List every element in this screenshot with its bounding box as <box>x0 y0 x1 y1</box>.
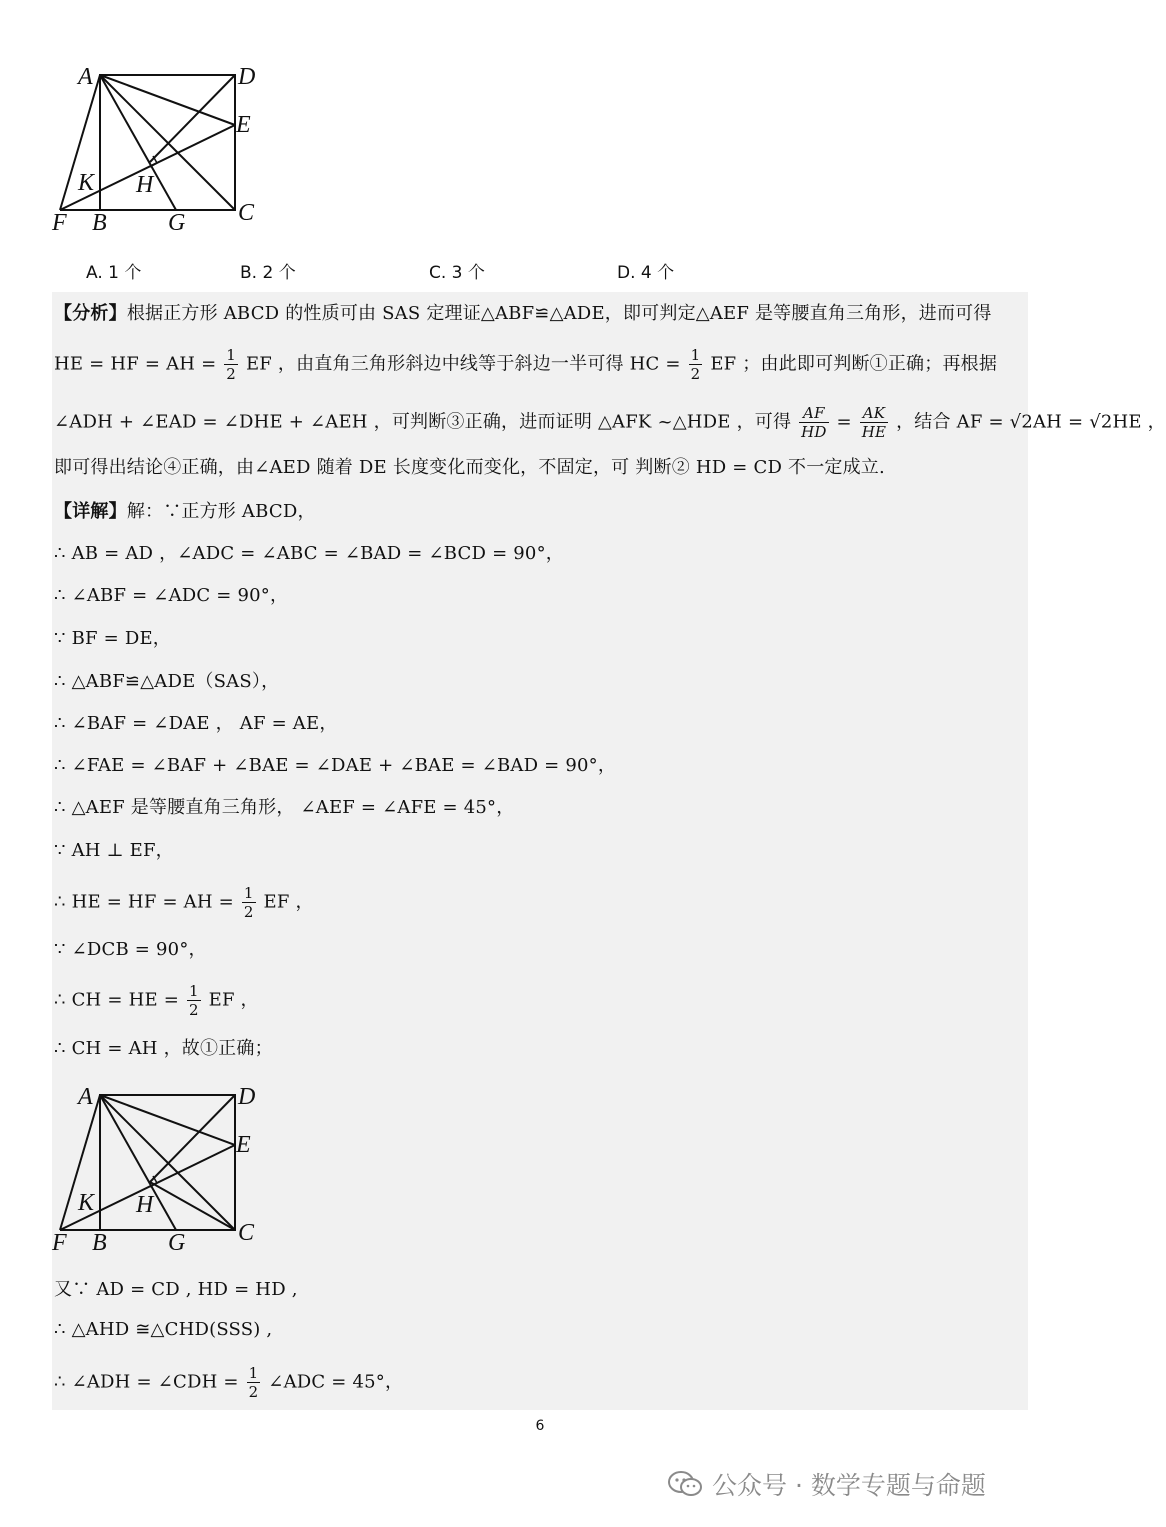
detail-line-5: ∴ △ABF≌△ADE（SAS）， <box>54 671 280 692</box>
analysis-text-3c: ，结合 AF = √2AH = √2HE ， <box>896 411 1166 433</box>
label-f: F <box>52 1230 67 1256</box>
label-h: H <box>136 1192 154 1218</box>
detail-text-12a: ∴ CH = HE = <box>54 989 180 1011</box>
analysis-text-2a: HE = HF = AH = <box>54 353 217 375</box>
detail-line-2: ∴ AB = AD ，∠ADC = ∠ABC = ∠BAD = ∠BCD = 90°， <box>54 543 564 564</box>
label-e: E <box>236 112 251 138</box>
fraction-half: $\frac{1}{2}$ <box>248 1364 259 1401</box>
option-a[interactable]: A. 1 个 <box>86 263 142 283</box>
analysis-line-3 <box>54 404 1166 441</box>
label-b: B <box>92 1230 107 1256</box>
fraction-half: $\frac{1}{2}$ <box>226 346 237 383</box>
analysis-text-2b: EF ，由直角三角形斜边中线等于斜边一半可得 HC = <box>245 353 681 375</box>
detail-line-11: ∵ ∠DCB = 90°， <box>54 939 207 960</box>
label-a: A <box>78 1084 93 1110</box>
detail-line-15: ∴ △AHD ≅△CHD(SSS) , <box>54 1319 273 1340</box>
fraction-half: $\frac{1}{2}$ <box>690 346 701 383</box>
detail-text-10b: EF ， <box>263 891 314 913</box>
fraction-af-hd: $\frac{AF}{HD}$ <box>801 404 827 441</box>
detail-line-9: ∵ AH ⊥ EF， <box>54 840 174 861</box>
wechat-icon <box>668 1470 702 1498</box>
analysis-line-2 <box>54 346 1024 383</box>
detail-text-12b: EF ， <box>208 989 259 1011</box>
option-c[interactable]: C. 3 个 <box>429 263 485 283</box>
detail-line-3: ∴ ∠ABF = ∠ADC = 90°， <box>54 585 289 606</box>
analysis-text-3b: = <box>836 411 852 433</box>
detail-text-16b: ∠ADC = 45°， <box>268 1371 404 1393</box>
analysis-line-1 <box>54 302 1024 326</box>
detail-tag: 【详解】 <box>54 501 127 522</box>
label-k: K <box>78 170 95 196</box>
detail-text-1: 解：∵正方形 ABCD， <box>126 501 316 522</box>
label-a: A <box>78 64 93 90</box>
detail-line-16 <box>54 1364 1024 1401</box>
label-g: G <box>168 210 186 236</box>
label-g: G <box>168 1230 186 1256</box>
analysis-tag: 【分析】 <box>54 303 127 324</box>
watermark-text: 公众号 · 数学专题与命题 <box>712 1471 986 1500</box>
label-f: F <box>52 210 67 236</box>
analysis-line-4: 即可得出结论④正确，由∠AED 随着 DE 长度变化而变化，不固定，可 判断② HD = CD 不一定成立. <box>54 457 885 478</box>
option-b[interactable]: B. 2 个 <box>240 263 296 283</box>
wechat-watermark <box>668 1466 986 1502</box>
option-d[interactable]: D. 4 个 <box>617 263 675 283</box>
label-h: H <box>136 172 154 198</box>
fraction-half: $\frac{1}{2}$ <box>188 982 199 1019</box>
detail-line-10 <box>54 884 1024 921</box>
detail-line-13: ∴ CH = AH ，故①正确； <box>54 1038 273 1059</box>
answer-options <box>86 258 786 286</box>
label-d: D <box>238 64 256 90</box>
detail-text-16a: ∴ ∠ADH = ∠CDH = <box>54 1371 239 1393</box>
detail-line-1 <box>54 500 1024 524</box>
detail-text-10a: ∴ HE = HF = AH = <box>54 891 234 913</box>
fraction-half: $\frac{1}{2}$ <box>243 884 254 921</box>
label-b: B <box>92 210 107 236</box>
geometry-figure-bottom <box>40 1080 280 1260</box>
detail-line-4: ∵ BF = DE， <box>54 628 171 649</box>
label-e: E <box>236 1132 251 1158</box>
detail-line-7: ∴ ∠FAE = ∠BAF + ∠BAE = ∠DAE + ∠BAE = ∠BAD = 90°， <box>54 755 617 776</box>
analysis-text-2c: EF ；由此即可判断①正确；再根据 <box>710 353 998 375</box>
fraction-ak-he: $\frac{AK}{HE}$ <box>861 404 887 441</box>
analysis-text-1: 根据正方形 ABCD 的性质可由 SAS 定理证△ABF≌△ADE，即可判定△AEF 是等腰直角三角形，进而可得 <box>126 303 992 324</box>
label-c: C <box>238 200 255 226</box>
detail-line-8: ∴ △AEF 是等腰直角三角形， ∠AEF = ∠AFE = 45°， <box>54 797 515 818</box>
detail-line-6: ∴ ∠BAF = ∠DAE ， AF = AE， <box>54 713 338 734</box>
label-d: D <box>238 1084 256 1110</box>
label-k: K <box>78 1190 95 1216</box>
analysis-text-3a: ∠ADH + ∠EAD = ∠DHE + ∠AEH ，可判断③正确，进而证明 △AFK ~△HDE ，可得 <box>54 411 792 433</box>
detail-line-12 <box>54 982 1024 1019</box>
geometry-figure-top <box>40 60 280 240</box>
label-c: C <box>238 1220 255 1246</box>
detail-line-14: 又∵ AD = CD , HD = HD , <box>54 1279 298 1300</box>
page-number: 6 <box>535 1418 545 1434</box>
